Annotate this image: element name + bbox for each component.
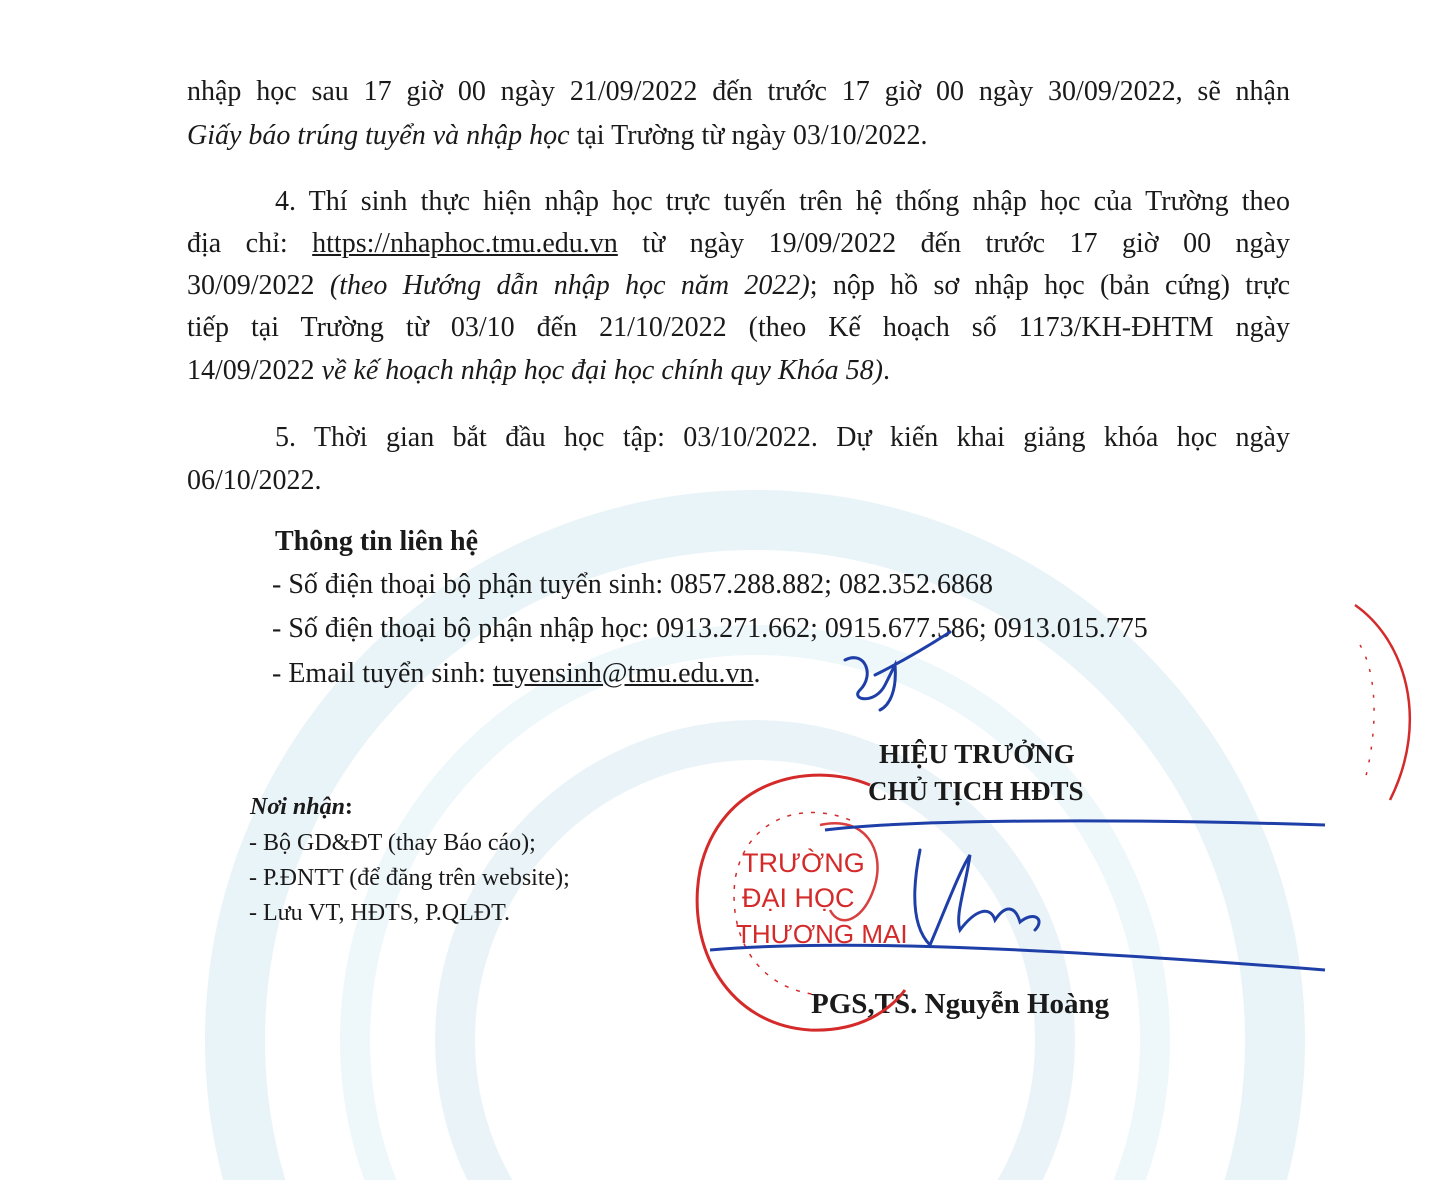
enrollment-phone-line: - Số điện thoại bộ phận nhập học: 0913.271.662; 0915.677.586; 0913.015.775 (272, 613, 1148, 644)
plan-reference-italic: về kế hoạch nhập học đại học chính quy Khóa 58) (321, 355, 883, 386)
email-label: - Email tuyển sinh: (272, 658, 493, 689)
contact-heading: Thông tin liên hệ (275, 526, 479, 557)
signer-title-council-chair: CHỦ TỊCH HĐTS (868, 776, 1084, 806)
paragraph-3-line-2 (187, 114, 927, 157)
paragraph-5-line-1: 5. Thời gian bắt đầu học tập: 03/10/2022. Dự kiến khai giảng khóa học ngày (275, 422, 1290, 453)
recipients-heading-colon: : (344, 794, 353, 820)
recipients-heading (250, 791, 353, 823)
paragraph-4-line-4: tiếp tại Trường từ 03/10 đến 21/10/2022 (theo Kế hoạch số 1173/KH-ĐHTM ngày (187, 312, 1290, 343)
enrollment-portal-link[interactable]: https://nhaphoc.tmu.edu.vn (312, 228, 618, 259)
paragraph-4-line-3-suffix: ; nộp hồ sơ nhập học (bản cứng) trực (809, 270, 1290, 301)
email-line (272, 652, 761, 695)
stamp-line-2: ĐẠI HỌC (742, 883, 855, 913)
email-suffix: . (753, 658, 761, 689)
recipient-item-1: - Bộ GD&ĐT (thay Báo cáo); (249, 830, 536, 856)
address-label: địa chỉ: (187, 228, 313, 259)
paragraph-4-line-5 (187, 349, 890, 392)
paragraph-5-line-2: 06/10/2022. (187, 465, 322, 496)
recipients-heading-label: Nơi nhận (250, 794, 345, 820)
paragraph-3-line-2-rest: tại Trường từ ngày 03/10/2022. (569, 120, 928, 151)
signer-name: PGS,TS. Nguyễn Hoàng (811, 988, 1110, 1020)
paragraph-4-line-2 (187, 222, 1290, 265)
signer-title-principal: HIỆU TRƯỞNG (879, 739, 1075, 769)
recipient-item-2: - P.ĐNTT (để đăng trên website); (249, 865, 570, 891)
paragraph-4-line-3 (187, 264, 1290, 307)
handwritten-signature (705, 810, 1335, 980)
initials-signature (835, 630, 955, 720)
guide-reference-italic: (theo Hướng dẫn nhập học năm 2022) (329, 270, 810, 301)
paragraph-4-line-1: 4. Thí sinh thực hiện nhập học trực tuyến trên hệ thống nhập học của Trường theo (275, 186, 1290, 217)
paragraph-3-line-1: nhập học sau 17 giờ 00 ngày 21/09/2022 đến trước 17 giờ 00 ngày 30/09/2022, sẽ nhận (187, 76, 1290, 107)
stamp-line-1: TRƯỜNG (742, 848, 865, 878)
admission-email-link[interactable]: tuyensinh@tmu.edu.vn (492, 658, 754, 689)
document-title-italic: Giấy báo trúng tuyển và nhập học (187, 120, 570, 151)
paragraph-4-line-5-prefix: 14/09/2022 (187, 355, 322, 386)
paragraph-4-line-2-suffix: từ ngày 19/09/2022 đến trước 17 giờ 00 ngày (617, 228, 1290, 259)
stamp-line-3: THƯƠNG MẠI (736, 919, 908, 949)
stamp-arc-right (1335, 600, 1425, 810)
admission-phone-line: - Số điện thoại bộ phận tuyển sinh: 0857.288.882; 082.352.6868 (272, 569, 993, 600)
recipient-item-3: - Lưu VT, HĐTS, P.QLĐT. (249, 900, 510, 926)
paragraph-4-line-3-prefix: 30/09/2022 (187, 270, 330, 301)
paragraph-4-line-5-suffix: . (882, 355, 890, 386)
